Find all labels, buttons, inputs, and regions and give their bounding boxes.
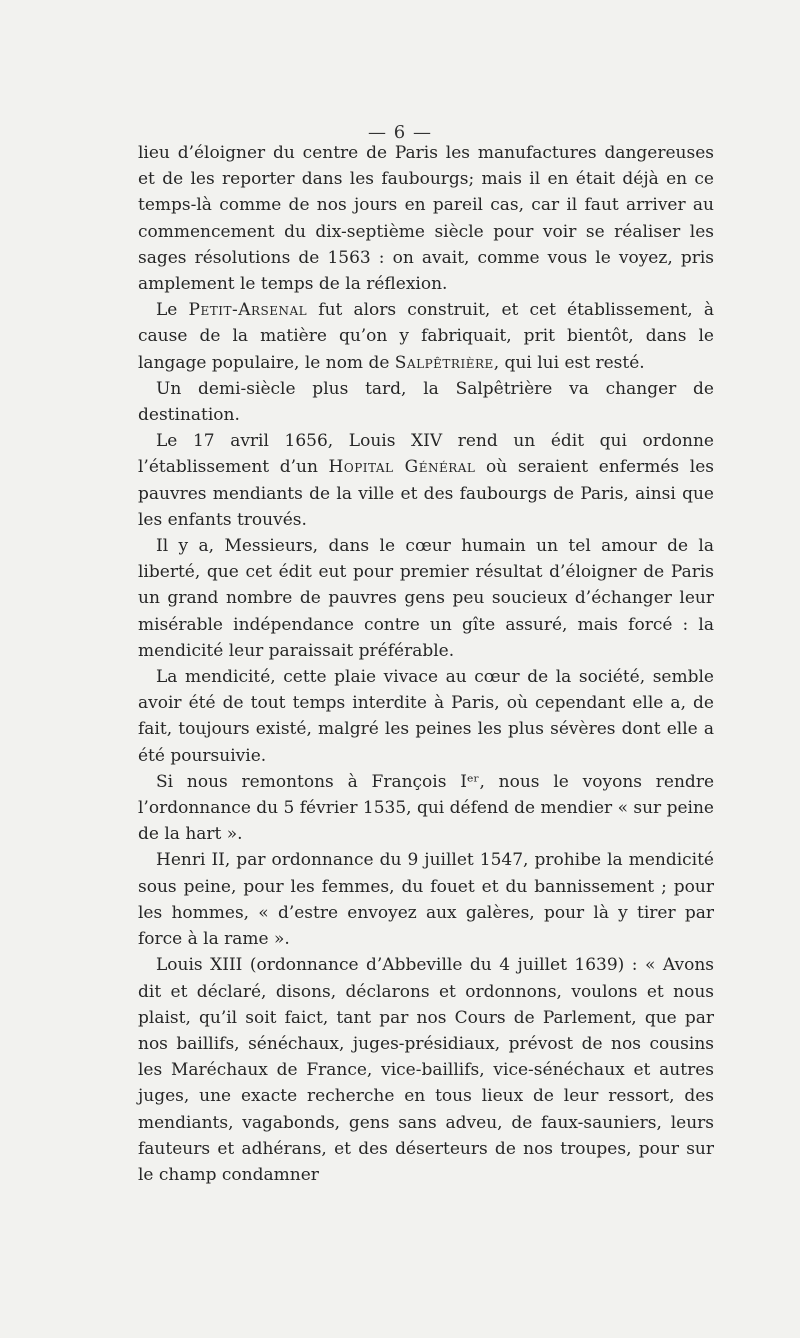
paragraph: [138, 952, 714, 1188]
paragraph: [138, 140, 714, 297]
paragraph: [138, 533, 714, 664]
text-run: Louis XIII (ordonnance d’Abbeville du 4 juillet 1639) : « Avons dit et déclaré, disons, déclarons et ordonnons, voulons et nous plaist, qu’il soit faict, tant par nos Cours de Parlement, que par nos baillifs, sénéchaux, juges-présidiaux, prévost de nos cousins les Maréchaux de France, vice-baillifs, vice-sénéchaux et autres juges, une exacte recherche en tous lieux de leur ressort, des mendiants, vagabonds, gens sans adveu, de faux-sauniers, leurs fauteurs et adhérans, et des déserteurs de nos troupes, pour sur le champ condamner: [138, 955, 714, 1185]
text-run: , qui lui est resté.: [493, 352, 645, 373]
paragraph: [138, 664, 714, 769]
paragraph: [138, 376, 714, 428]
text-run: où seraient enfermés les pauvres mendiants de la ville et des faubourgs de Paris, ainsi que les enfants trouvés.: [138, 457, 714, 530]
paragraph: [138, 847, 714, 952]
small-caps-term: Petit-Arsenal: [188, 300, 308, 321]
text-run: Si nous remontons à François Iᵉʳ, nous le voyons rendre l’ordonnance du 5 février 1535, qui défend de mendier « sur peine de la hart ».: [138, 771, 714, 845]
text-run: fut alors construit, et cet établissement, à cause de la matière qu’on y fabriquait, prit bientôt, dans le langage populaire, le nom de: [138, 300, 714, 373]
paragraph: [138, 769, 714, 848]
text-run: lieu d’éloigner du centre de Paris les manufactures dangereuses et de les reporter dans les faubourgs; mais il en était déjà en ce temps-là comme de nos jours en pareil cas, car il faut arriver au commencement du dix-septième siècle pour voir se réaliser les sages résolutions de 1563 : on avait, comme vous le voyez, pris amplement le temps de la réflexion.: [138, 143, 714, 295]
text-run: Un demi-siècle plus tard, la Salpêtrière va changer de destination.: [138, 378, 714, 426]
page-number: — 6 —: [368, 122, 432, 143]
paragraph: [138, 428, 714, 533]
text-run: La mendicité, cette plaie vivace au cœur de la société, semble avoir été de tout temps interdite à Paris, où cependant elle a, de fait, toujours existé, malgré les peines les plus sévères dont elle a été poursuivie.: [138, 667, 714, 766]
paragraph: [138, 297, 714, 376]
small-caps-term: Salpêtrière: [394, 352, 494, 373]
text-run: Le: [156, 300, 189, 321]
text-run: Le 17 avril 1656, Louis XIV rend un édit qui ordonne l’établissement d’un: [138, 431, 714, 478]
small-caps-term: Hopital Général: [328, 457, 476, 478]
page-body: [138, 140, 714, 1188]
text-run: Il y a, Messieurs, dans le cœur humain un tel amour de la liberté, que cet édit eut pour premier résultat d’éloigner de Paris un grand nombre de pauvres gens peu soucieux d’échanger leur misérable indépendance contre un gîte assuré, mais forcé : la mendicité leur paraissait préférable.: [138, 536, 714, 661]
text-run: Henri II, par ordonnance du 9 juillet 1547, prohibe la mendicité sous peine, pour les femmes, du fouet et du bannissement ; pour les hommes, « d’estre envoyez aux galères, pour là y tirer par force à la rame ».: [138, 850, 714, 950]
